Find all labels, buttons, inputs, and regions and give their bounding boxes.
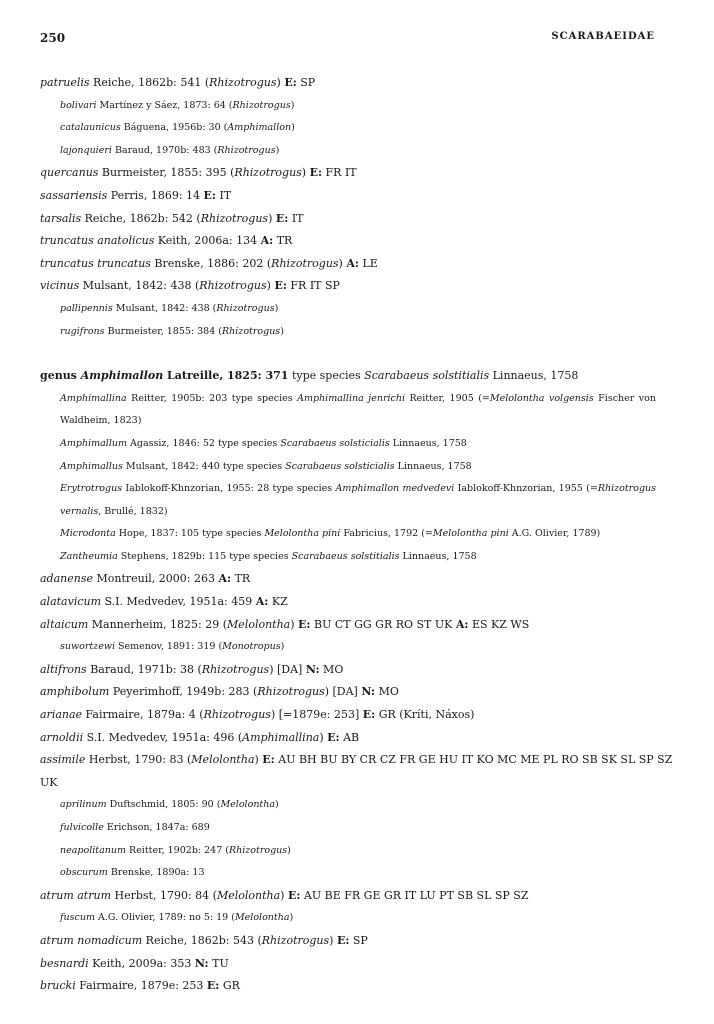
taxon-entry: [40, 885, 656, 908]
entry-text: ): [291, 122, 295, 134]
entry-text: Amphimallon medvedevi: [335, 483, 455, 495]
entry-text: Báguena, 1956b: 30 (: [120, 122, 228, 134]
entry-text: amphibolum: [40, 685, 110, 699]
entry-text: Herbst, 1790: 84 (: [111, 888, 217, 902]
synonym-entry: [40, 321, 656, 344]
entry-text: Latreille, 1825: 371: [163, 369, 289, 383]
entry-text: ): [338, 256, 347, 270]
entry-text: Agassiz, 1846: 52 type species: [126, 437, 281, 449]
taxon-entry: [40, 659, 656, 682]
entry-continuation: [40, 772, 656, 795]
entry-text: Martínez y Sáez, 1873: 64 (: [96, 99, 233, 111]
taxon-entry: [40, 727, 656, 750]
taxon-entry: [40, 681, 656, 704]
entry-text: Rhizotrogus: [199, 279, 267, 293]
entry-text: atrum atrum: [40, 888, 112, 902]
entry-text: Melolontha: [191, 753, 255, 767]
taxon-entry: [40, 275, 656, 298]
entry-text: ): [280, 888, 288, 902]
entry-text: Melolontha: [234, 912, 290, 924]
entry-text: ): [289, 912, 294, 924]
entry-text: Amphimallum: [60, 437, 127, 449]
entry-text: N:: [194, 956, 209, 970]
entry-text: Amphimallus: [60, 460, 123, 472]
synonym-entry: [40, 478, 656, 523]
entry-text: Melolontha: [220, 799, 276, 811]
entry-text: Linnaeus, 1758: [489, 369, 579, 383]
entry-text: Mannerheim, 1825: 29 (: [88, 617, 228, 631]
entry-text: Reiche, 1862b: 543 (: [142, 933, 262, 947]
entry-text: patruelis: [40, 76, 90, 89]
entry-text: tarsalis: [40, 211, 82, 225]
section-gap: [40, 343, 656, 365]
entry-text: N:: [305, 662, 320, 676]
entry-text: Fabricius, 1792 (=: [340, 528, 433, 540]
entry-text: Herbst, 1790: 83 (: [85, 753, 192, 767]
entry-text: obscurum: [60, 867, 108, 879]
entry-text: E:: [203, 188, 216, 202]
entry-text: Brenske, 1890a: 13: [107, 867, 205, 879]
synonym-entry: [40, 840, 656, 863]
entry-text: sassariensis: [40, 188, 108, 202]
synonym-entry: [40, 523, 656, 546]
entry-text: ES KZ WS: [468, 617, 530, 631]
page-number: 250: [40, 31, 66, 45]
entry-text: ): [280, 641, 285, 653]
entry-text: catalaunicus: [60, 122, 121, 134]
entry-text: ): [280, 325, 284, 337]
entry-text: E:: [262, 753, 275, 767]
entry-text: brucki: [40, 979, 76, 993]
entry-text: A:: [260, 234, 274, 248]
taxon-entry: [40, 568, 656, 591]
entry-text: ): [268, 211, 276, 225]
entry-text: suwortzewi: [60, 641, 116, 653]
entry-text: arnoldii: [40, 730, 84, 744]
entry-text: Reiche, 1862b: 542 (: [81, 211, 201, 225]
entry-text: ): [301, 166, 310, 180]
running-head: SCARABAEIDAE: [551, 31, 655, 42]
taxon-entry: [40, 230, 656, 253]
entry-text: E:: [298, 617, 311, 631]
entry-text: neapolitanum: [60, 844, 127, 856]
entry-text: TR: [231, 572, 251, 586]
entry-text: altifrons: [40, 662, 87, 676]
entry-text: ): [266, 279, 275, 293]
entry-text: Erytrotrogus: [60, 483, 123, 495]
entry-text: GR: [219, 979, 240, 993]
synonym-entry: [40, 456, 656, 479]
entry-text: E:: [309, 166, 323, 180]
entry-text: vicinus: [40, 279, 80, 293]
entry-text: IT: [288, 211, 304, 225]
entry-text: Iablokoff-Khnzorian, 1955 (=: [454, 483, 598, 495]
entry-text: N:: [361, 685, 376, 699]
entry-text: arianae: [40, 708, 83, 722]
entry-text: Monotropus: [222, 641, 281, 653]
entry-text: aprilinum: [60, 799, 107, 811]
entry-text: GR (Kríti, Náxos): [375, 708, 475, 722]
entry-text: Fairmaire, 1879a: 4 (: [82, 708, 204, 722]
entry-text: E:: [336, 933, 350, 947]
entry-text: Linnaeus, 1758: [389, 437, 467, 449]
entry-text: Rhizotrogus: [203, 708, 271, 722]
entry-text: AB: [339, 730, 360, 744]
entry-text: Rhizotrogus: [222, 325, 281, 337]
entry-text: Rhizotrogus vernalis: [60, 483, 657, 517]
entry-text: besnardi: [40, 956, 89, 970]
synonym-entry: [40, 433, 656, 456]
entry-text: Keith, 2006a: 134: [154, 234, 261, 248]
synonym-entry: [40, 907, 656, 930]
entry-text: A:: [346, 256, 359, 270]
entry-text: Baraud, 1971b: 38 (: [86, 662, 202, 676]
synonym-entry: [40, 117, 656, 140]
entry-text: Rhizotrogus: [271, 256, 339, 270]
entry-text: S.I. Medvedev, 1951a: 496 (: [83, 730, 243, 744]
entry-text: ): [287, 844, 291, 856]
entry-text: Rhizotrogus: [261, 933, 330, 947]
entry-text: Perris, 1869: 14: [107, 188, 204, 202]
entry-text: ): [329, 933, 337, 947]
synonym-entry: [40, 388, 656, 433]
entry-text: Brenske, 1886: 202 (: [150, 256, 272, 270]
entry-text: altaicum: [40, 617, 89, 631]
taxon-entry: [40, 930, 656, 953]
entry-text: ): [276, 76, 285, 89]
entry-text: Reitter, 1902b: 247 (: [126, 844, 229, 856]
entry-text: ): [290, 617, 299, 631]
entry-text: Baraud, 1970b: 483 (: [111, 144, 218, 156]
taxon-entry: [40, 614, 656, 637]
entry-text: Fairmaire, 1879e: 253: [75, 979, 207, 993]
entry-text: Linnaeus, 1758: [399, 550, 477, 562]
entry-text: E:: [274, 279, 287, 293]
synonym-entry: [40, 546, 656, 569]
entry-text: Erichson, 1847a: 689: [103, 822, 210, 833]
entry-text: E:: [327, 730, 340, 744]
entry-text: Semenov, 1891: 319 (: [115, 641, 223, 653]
entry-text: Rhizotrogus: [200, 211, 269, 225]
entry-text: Stephens, 1829b: 115 type species: [117, 550, 292, 562]
entry-text: Montreuil, 2000: 263: [93, 572, 219, 586]
entry-text: ): [274, 302, 279, 314]
entry-text: atrum nomadicum: [40, 933, 143, 947]
entry-text: Amphimallon: [227, 122, 292, 134]
entry-text: Reitter, 1905 (=: [405, 392, 490, 404]
entry-text: alatavicum: [40, 595, 102, 609]
entry-text: Scarabaeus solsticialis: [280, 437, 390, 449]
entry-text: Rhizotrogus: [216, 302, 275, 314]
entry-text: Mulsant, 1842: 438 (: [79, 279, 200, 293]
entry-text: Scarabaeus solsticialis: [285, 460, 395, 472]
taxon-entry: [40, 162, 656, 185]
entry-text: E:: [287, 888, 301, 902]
entry-text: E:: [362, 708, 376, 722]
entry-text: Rhizotrogus: [228, 844, 288, 856]
entry-text: Melolontha pini: [432, 528, 509, 540]
entry-text: Scarabaeus solstitialis: [291, 550, 400, 562]
entry-text: Duftschmid, 1805: 90 (: [106, 799, 221, 811]
entry-text: LE: [358, 256, 378, 270]
entry-text: A:: [255, 595, 269, 609]
entry-text: Melolontha: [227, 617, 291, 631]
entry-text: UK: [40, 775, 58, 789]
entry-text: IT: [215, 188, 232, 202]
entry-text: Rhizotrogus: [217, 144, 276, 156]
entry-text: Peyerimhoff, 1949b: 283 (: [109, 685, 258, 699]
taxon-entry: [40, 365, 656, 388]
entry-text: Burmeister, 1855: 395 (: [98, 166, 235, 180]
entry-text: lajonquieri: [60, 144, 112, 156]
entry-text: FR IT SP: [286, 279, 340, 293]
entry-text: bolivari: [60, 99, 97, 111]
entry-text: Rhizotrogus: [232, 99, 291, 111]
synonym-entry: [40, 140, 656, 163]
entry-text: pallipennis: [60, 302, 113, 314]
entry-text: ): [290, 99, 295, 111]
entry-text: Fischer von Waldheim, 1823): [60, 392, 656, 427]
entry-text: Iablokoff-Khnzorian, 1955: 28 type species: [122, 483, 336, 495]
entry-text: Rhizotrogus: [209, 76, 277, 89]
synonym-entry: [40, 298, 656, 321]
entry-text: Rhizotrogus: [234, 166, 302, 180]
entry-text: adanense: [40, 572, 93, 586]
synonym-entry: [40, 862, 656, 885]
entry-text: AU BH BU BY CR CZ FR GE HU IT KO MC ME PL RO SB SK SL SP SZ: [274, 753, 673, 767]
entry-text: TU: [208, 956, 229, 970]
entry-text: FR IT: [322, 166, 357, 180]
taxon-entry: [40, 975, 656, 998]
entry-text: , Brullé, 1832): [98, 505, 168, 517]
entry-text: fuscum: [60, 912, 95, 924]
entry-text: ) [=1879e: 253]: [270, 708, 363, 722]
entry-text: ): [319, 730, 328, 744]
taxon-entry: [40, 704, 656, 727]
entry-text: SP: [349, 933, 368, 947]
entry-text: rugifrons: [60, 325, 105, 337]
entry-text: quercanus: [40, 166, 99, 180]
entry-text: BU CT GG GR RO ST UK: [310, 617, 456, 631]
taxon-entry: [40, 591, 656, 614]
synonym-entry: [40, 794, 656, 817]
entry-text: TR: [273, 234, 293, 248]
entry-text: Keith, 2009a: 353: [88, 956, 195, 970]
entry-text: MO: [319, 662, 344, 676]
entry-text: genus: [40, 369, 81, 383]
entry-text: assimile: [40, 753, 86, 767]
entry-text: Amphimallina: [60, 392, 127, 404]
synonym-entry: [40, 636, 656, 659]
entry-text: Melolontha: [216, 888, 281, 902]
entry-text: Melolontha pini: [264, 528, 341, 540]
entry-text: ): [254, 753, 263, 767]
entry-text: Rhizotrogus: [201, 662, 270, 676]
taxon-entry: [40, 208, 656, 231]
entry-text: Amphimallina: [242, 730, 320, 744]
entry-text: ) [DA]: [324, 685, 362, 699]
entry-text: truncatus truncatus: [40, 256, 151, 270]
entry-text: E:: [284, 76, 297, 89]
entry-text: SP: [296, 76, 316, 89]
taxon-entry: [40, 72, 656, 95]
entry-text: ) [DA]: [269, 662, 306, 676]
entry-text: A.G. Olivier, 1789: no 5: 19 (: [94, 912, 235, 924]
entry-text: Rhizotrogus: [257, 685, 325, 699]
entry-text: A:: [455, 617, 469, 631]
entry-text: MO: [375, 685, 399, 699]
entry-text: Microdonta: [60, 528, 116, 540]
entry-text: Mulsant, 1842: 440 type species: [122, 460, 286, 472]
taxon-entry: [40, 253, 656, 276]
synonym-entry: [40, 95, 656, 118]
entry-text: truncatus anatolicus: [40, 234, 155, 248]
taxon-list: [40, 72, 673, 998]
entry-text: Zantheumia: [60, 550, 118, 562]
entry-text: A:: [218, 572, 232, 586]
entry-text: Burmeister, 1855: 384 (: [104, 325, 222, 337]
entry-text: ): [275, 144, 280, 156]
page-header: [40, 31, 655, 47]
entry-text: E:: [206, 979, 220, 993]
entry-text: AU BE FR GE GR IT LU PT SB SL SP SZ: [300, 888, 529, 902]
entry-text: Amphimallina jenrichi: [297, 392, 405, 404]
entry-text: E:: [275, 211, 289, 225]
entry-text: Mulsant, 1842: 438 (: [112, 302, 217, 314]
entry-text: ): [275, 799, 279, 811]
entry-text: KZ: [268, 595, 288, 609]
entry-text: Melolontha volgensis: [489, 392, 594, 404]
entry-text: Amphimallon: [80, 369, 164, 383]
entry-text: fulvicolle: [60, 822, 104, 833]
entry-text: Linnaeus, 1758: [394, 460, 472, 472]
entry-text: Hope, 1837: 105 type species: [115, 528, 265, 540]
taxon-entry: [40, 185, 656, 208]
entry-text: A.G. Olivier, 1789): [508, 528, 601, 540]
synonym-entry: [40, 817, 656, 840]
entry-text: Reitter, 1905b: 203 type species: [126, 392, 298, 404]
taxon-entry: [40, 749, 673, 772]
entry-text: Reiche, 1862b: 541 (: [89, 76, 210, 89]
entry-text: type species: [288, 369, 365, 383]
entry-text: Scarabaeus solstitialis: [364, 369, 490, 383]
taxon-entry: [40, 953, 656, 976]
entry-text: S.I. Medvedev, 1951a: 459: [101, 595, 256, 609]
